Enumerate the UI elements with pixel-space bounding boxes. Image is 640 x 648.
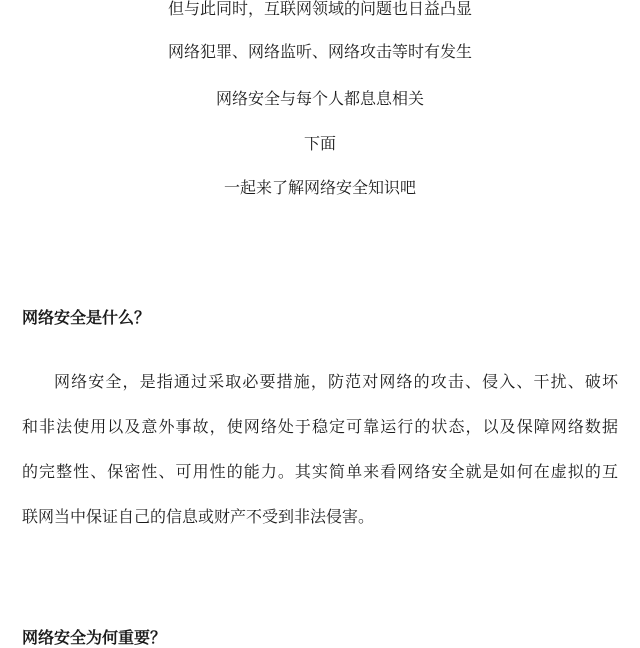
paragraph-line: 和非法使用以及意外事故，使网络处于稳定可靠运行的状态，以及保障网络数据 — [22, 417, 618, 436]
paragraph-line: 的完整性、保密性、可用性的能力。其实简单来看网络安全就是如何在虚拟的互 — [22, 462, 618, 481]
intro-line: 下面 — [303, 134, 336, 153]
intro-line: 一起来了解网络安全知识吧 — [223, 178, 416, 197]
section-heading: 网络安全是什么？ — [22, 308, 151, 327]
paragraph-line: 网络安全，是指通过采取必要措施，防范对网络的攻击、侵入、干扰、破坏 — [54, 372, 618, 391]
intro-line: 但与此同时，互联网领域的问题也日益凸显 — [167, 0, 472, 18]
section-heading: 网络安全为何重要？ — [22, 628, 167, 647]
paragraph-line: 联网当中保证自己的信息或财产不受到非法侵害。 — [22, 507, 375, 526]
intro-line: 网络安全与每个人都息息相关 — [215, 89, 424, 108]
intro-line: 网络犯罪、网络监听、网络攻击等时有发生 — [167, 42, 472, 61]
